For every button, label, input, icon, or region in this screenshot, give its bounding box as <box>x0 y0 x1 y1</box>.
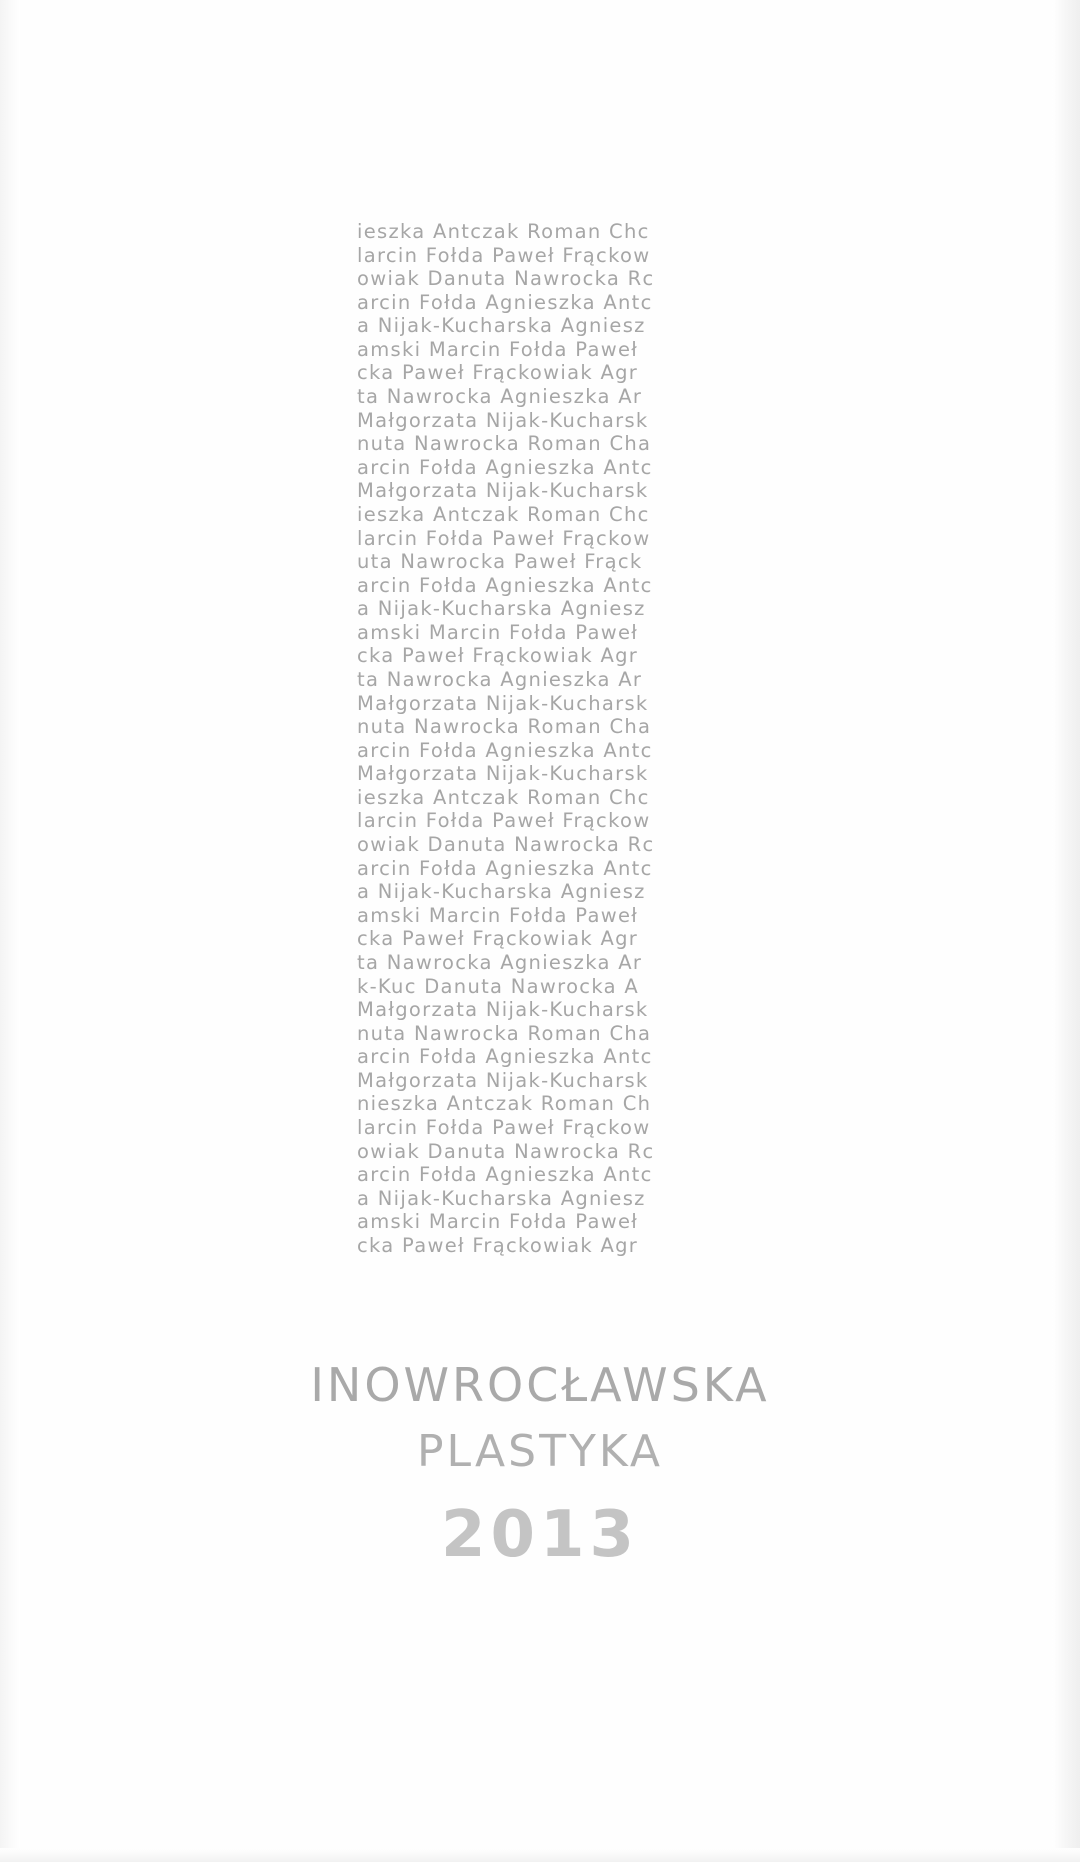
names-line: Małgorzata Nijak-Kucharsk <box>357 408 649 432</box>
names-line: Małgorzata Nijak-Kucharsk <box>357 998 649 1022</box>
names-line: larcin Fołda Paweł Frąckow <box>357 243 651 267</box>
names-line: cka Paweł Frąckowiak Agr <box>357 644 639 668</box>
artist-names-column <box>357 220 675 1280</box>
names-line: nieszka Antczak Roman Ch <box>357 1092 652 1116</box>
names-line: Małgorzata Nijak-Kucharsk <box>357 691 649 715</box>
names-line: nuta Nawrocka Roman Cha <box>357 432 652 456</box>
names-line: ieszka Antczak Roman Chc <box>357 220 650 243</box>
names-line: nuta Nawrocka Roman Cha <box>357 1021 652 1045</box>
names-line: amski Marcin Fołda Paweł <box>357 903 639 927</box>
names-line: amski Marcin Fołda Paweł <box>357 1210 639 1234</box>
names-line: ieszka Antczak Roman Chc <box>357 785 650 809</box>
names-line: Małgorzata Nijak-Kucharsk <box>357 762 649 786</box>
names-line: k-Kuc Danuta Nawrocka A <box>357 974 639 998</box>
names-line: arcin Fołda Agnieszka Antc <box>357 1045 653 1069</box>
names-line: a Nijak-Kucharska Agniesz <box>357 597 646 621</box>
cover-title-line2: PLASTYKA <box>416 1426 664 1477</box>
names-line: arcin Fołda Agnieszka Antc <box>357 1163 653 1187</box>
names-line: cka Paweł Frąckowiak Agr <box>357 1233 639 1257</box>
names-line: arcin Fołda Agnieszka Antc <box>357 738 653 762</box>
names-line: arcin Fołda Agnieszka Antc <box>357 856 653 880</box>
names-line: uta Nawrocka Paweł Frąck <box>357 550 643 574</box>
names-line: cka Paweł Frąckowiak Agr <box>357 927 639 951</box>
names-line: arcin Fołda Agnieszka Antc <box>357 290 653 314</box>
names-line: ta Nawrocka Agnieszka Ar <box>357 667 643 691</box>
names-line: a Nijak-Kucharska Agniesz <box>357 1186 646 1210</box>
cover-year: 2013 <box>440 1498 640 1572</box>
names-line: larcin Fołda Paweł Frąckow <box>357 809 651 833</box>
names-line: amski Marcin Fołda Paweł <box>357 620 639 644</box>
left-page-edge <box>0 0 20 1862</box>
names-line: arcin Fołda Agnieszka Antc <box>357 455 653 479</box>
names-line: ta Nawrocka Agnieszka Ar <box>357 950 643 974</box>
names-line: amski Marcin Fołda Paweł <box>357 337 639 361</box>
bottom-page-edge <box>0 1848 1080 1862</box>
names-line: Małgorzata Nijak-Kucharsk <box>357 1068 649 1092</box>
names-line: a Nijak-Kucharska Agniesz <box>357 314 646 338</box>
right-page-edge <box>1052 0 1080 1862</box>
names-line: ieszka Antczak Roman Chc <box>357 502 650 526</box>
names-line: owiak Danuta Nawrocka Rc <box>357 267 655 291</box>
names-line: larcin Fołda Paweł Frąckow <box>357 1115 651 1139</box>
names-line: owiak Danuta Nawrocka Rc <box>357 1139 655 1163</box>
names-line: owiak Danuta Nawrocka Rc <box>357 833 655 857</box>
names-line: cka Paweł Frąckowiak Agr <box>357 361 639 385</box>
names-line: Małgorzata Nijak-Kucharsk <box>357 479 649 503</box>
cover-title-line1: INOWROCŁAWSKA <box>310 1358 770 1412</box>
names-line: ta Nawrocka Agnieszka Ar <box>357 385 643 409</box>
names-line: a Nijak-Kucharska Agniesz <box>357 880 646 904</box>
names-line: arcin Fołda Agnieszka Antc <box>357 573 653 597</box>
names-line: larcin Fołda Paweł Frąckow <box>357 526 651 550</box>
names-line: nuta Nawrocka Roman Cha <box>357 715 652 739</box>
